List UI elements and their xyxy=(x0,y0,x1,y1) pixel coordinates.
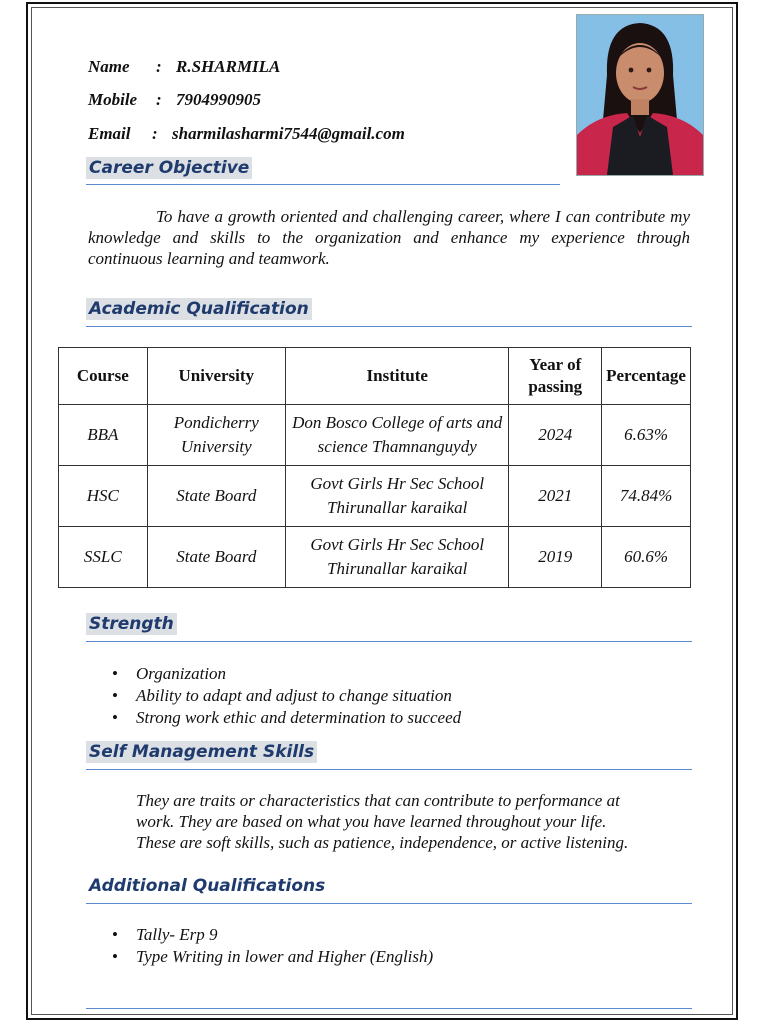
cell-year: 2024 xyxy=(509,405,602,466)
bullet-icon: • xyxy=(112,708,118,727)
email-line xyxy=(88,124,405,144)
additional-item: Tally- Erp 9 xyxy=(136,925,218,944)
additional-item: Type Writing in lower and Higher (English) xyxy=(136,947,434,966)
self-management-line: work. They are based on what you have learned throughout your life. xyxy=(136,812,607,831)
bullet-icon: • xyxy=(112,686,118,705)
mobile-value: 7904990905 xyxy=(176,90,261,109)
strength-heading: Strength xyxy=(86,613,177,635)
self-management-line: They are traits or characteristics that can contribute to performance at xyxy=(136,791,620,810)
additional-heading: Additional Qualifications xyxy=(89,876,326,896)
self-management-line: These are soft skills, such as patience, independence, or active listening. xyxy=(136,833,629,852)
col-header-institute: Institute xyxy=(285,348,508,405)
col-header-year: Year of passing xyxy=(509,348,602,405)
table-row xyxy=(59,405,691,466)
cell-university: Pondicherry University xyxy=(147,405,285,466)
name-label: Name xyxy=(88,57,130,76)
strength-list xyxy=(110,663,461,729)
email-label: Email xyxy=(88,124,131,143)
list-item xyxy=(110,663,461,685)
cell-course: BBA xyxy=(59,405,148,466)
cell-year: 2021 xyxy=(509,466,602,527)
academic-table xyxy=(58,347,691,588)
list-item xyxy=(110,685,461,707)
cell-percentage: 6.63% xyxy=(602,405,691,466)
cell-course: SSLC xyxy=(59,527,148,588)
list-item xyxy=(110,946,433,968)
academic-heading: Academic Qualification xyxy=(86,298,312,320)
cell-course: HSC xyxy=(59,466,148,527)
additional-rule xyxy=(86,903,692,904)
bullet-icon: • xyxy=(112,664,118,683)
self-management-heading: Self Management Skills xyxy=(86,741,317,763)
cell-percentage: 60.6% xyxy=(602,527,691,588)
cell-year: 2019 xyxy=(509,527,602,588)
footer-rule xyxy=(86,1008,692,1009)
mobile-line xyxy=(88,90,261,110)
strength-item: Ability to adapt and adjust to change situation xyxy=(136,686,452,705)
col-header-course: Course xyxy=(59,348,148,405)
strength-item: Strong work ethic and determination to succeed xyxy=(136,708,462,727)
self-management-rule xyxy=(86,769,692,770)
email-separator: : xyxy=(152,124,158,143)
self-management-text xyxy=(136,790,696,853)
col-header-university: University xyxy=(147,348,285,405)
strength-rule xyxy=(86,641,692,642)
cell-university: State Board xyxy=(147,466,285,527)
career-objective-text: To have a growth oriented and challenging career, where I can contribute my knowledge and skills to the organization and enhance my experience through continuous learning and teamwork. xyxy=(88,207,690,268)
additional-list xyxy=(110,924,433,968)
mobile-separator: : xyxy=(156,90,162,109)
cell-institute: Don Bosco College of arts and science Thamnanguydy xyxy=(285,405,508,466)
mobile-label: Mobile xyxy=(88,90,138,109)
bullet-icon: • xyxy=(112,925,118,944)
table-row xyxy=(59,527,691,588)
list-item xyxy=(110,707,461,729)
career-objective-heading: Career Objective xyxy=(86,157,252,179)
academic-rule xyxy=(86,326,692,327)
cell-institute: Govt Girls Hr Sec School Thirunallar karaikal xyxy=(285,466,508,527)
col-header-percentage: Percentage xyxy=(602,348,691,405)
name-separator: : xyxy=(156,57,162,76)
email-value: sharmilasharmi7544@gmail.com xyxy=(172,124,405,143)
career-objective-rule xyxy=(86,184,560,185)
name-value: R.SHARMILA xyxy=(176,57,281,76)
table-header-row xyxy=(59,348,691,405)
list-item xyxy=(110,924,433,946)
bullet-icon: • xyxy=(112,947,118,966)
cell-institute: Govt Girls Hr Sec School Thirunallar karaikal xyxy=(285,527,508,588)
strength-item: Organization xyxy=(136,664,227,683)
table-row xyxy=(59,466,691,527)
cell-percentage: 74.84% xyxy=(602,466,691,527)
name-line xyxy=(88,57,280,77)
cell-university: State Board xyxy=(147,527,285,588)
profile-photo xyxy=(576,14,704,176)
